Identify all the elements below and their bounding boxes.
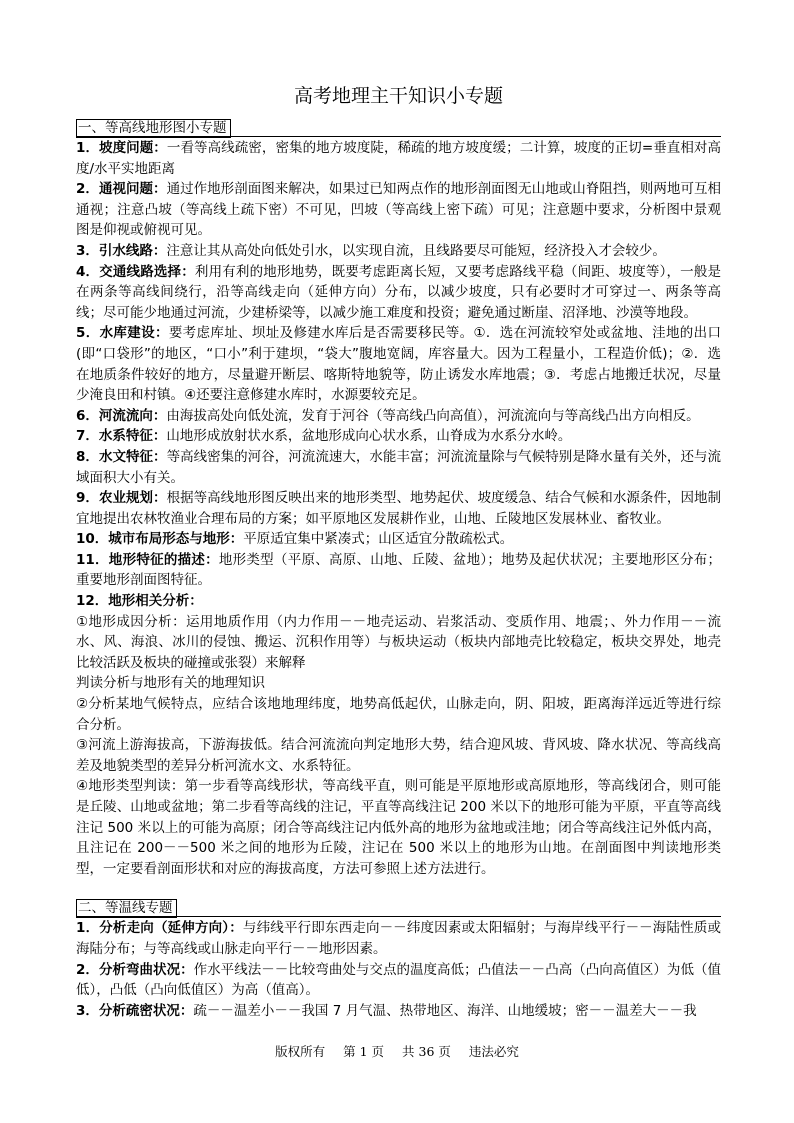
analysis-paragraph: ①地形成因分析：运用地质作用（内力作用－－地壳运动、岩浆活动、变质作用、地震；、外力作用－－流水、风、海浪、冰川的侵蚀、搬运、沉积作用等）与板块运动（板块内部地壳比较稳定，板块交界处，地壳比较活跃及板块的碰撞或张裂）来解释 (76, 613, 721, 671)
analysis-paragraph: ③河流上游海拔高，下游海拔低。结合河流流向判定地形大势，结合迎风坡、背风坡、降水状况、等高线高差及地貌类型的差异分析河流水文、水系特征。 (76, 737, 721, 774)
item (76, 550, 721, 591)
footer-warning: 违法必究 (468, 1044, 519, 1059)
document-page (76, 84, 721, 1021)
analysis-paragraph: ②分析某地气候特点，应结合该地地理纬度，地势高低起伏，山脉走向，阴、阳坡，距离海洋远近等进行综合分析。 (76, 696, 721, 733)
section2-header (76, 897, 721, 917)
item (76, 488, 721, 529)
item (76, 918, 721, 959)
item-label: 8．水文特征： (76, 448, 167, 465)
item-text: 平原适宜集中紧凑式；山区适宜分散疏松式。 (243, 531, 514, 548)
section1-header (76, 117, 721, 137)
item-label: 11．地形特征的描述： (76, 551, 219, 568)
item-text: 疏－－温差小－－我国 7 月气温、热带地区、海洋、山地缓坡；密－－温差大－－我 (193, 1002, 697, 1019)
item-text: 一看等高线疏密，密集的地方坡度陡，稀疏的地方坡度缓；二计算，坡度的正切=垂直相对高度/水平实地距离 (76, 140, 721, 177)
item-label: 5．水库建设： (76, 325, 169, 342)
item-label: 1．分析走向（延伸方向）： (76, 920, 243, 937)
item (76, 323, 721, 405)
section2-body (76, 918, 721, 1021)
page-footer (0, 1042, 794, 1060)
analysis-paragraph: ④地形类型判读：第一步看等高线形状，等高线平直，则可能是平原地形或高原地形，等高线闭合，则可能是丘陵、山地或盆地；第二步看等高线的注记，平直等高线注记 200 米以下的地形可能为平原，平直等高线注记 500 米以上的可能为高原；闭合等高线注记内低外高的地形为盆地或洼地；闭合等高线注记外低内高，且注记在 200－－500 米之间的地形为丘陵，注记在 500 米以上的地形为山地。在剖面图中判读地形类型，一定要看剖面形状和对应的海拔高度，方法可参照上述方法进行。 (76, 778, 721, 877)
item (76, 262, 721, 324)
item-label: 10．城市布局形态与地形： (76, 531, 244, 548)
analysis-paragraph: 判读分析与地形有关的地理知识 (76, 675, 265, 692)
item-text: 由海拔高处向低处流，发育于河谷（等高线凸向高值），河流流向与等高线凸出方向相反。 (166, 407, 700, 424)
item-text: 通过作地形剖面图来解决，如果过已知两点作的地形剖面图无山地或山脊阻挡，则两地可互相通视；注意凸坡（等高线上疏下密）不可见，凹坡（等高线上密下疏）可见；注意题中要求，分析图中景观图是仰视或俯视可见。 (76, 181, 721, 239)
item-label: 3．分析疏密状况： (76, 1002, 194, 1019)
item-label: 2．通视问题： (76, 181, 167, 198)
footer-copyright: 版权所有 (275, 1044, 326, 1059)
item-label: 1．坡度问题： (76, 140, 167, 156)
item-label: 12．地形相关分析： (76, 593, 203, 610)
item (76, 241, 721, 262)
item-text: 作水平线法－－比较弯曲处与交点的温度高低；凸值法－－凸高（凸向高值区）为低（值低），凸低（凸向低值区）为高（值高）。 (76, 961, 721, 999)
item-label: 4．交通线路选择： (76, 263, 195, 280)
item (76, 138, 721, 179)
item-label: 6．河流流向： (76, 407, 167, 424)
item-text: 山地形成放射状水系，盆地形成向心状水系，山脊成为水系分水岭。 (166, 428, 572, 445)
item-label: 9．农业规划： (76, 490, 167, 507)
section2-heading: 二、等温线专题 (76, 899, 177, 918)
section-spacer (76, 879, 721, 897)
item (76, 529, 721, 550)
item (76, 179, 721, 241)
item-text: 地形类型（平原、高原、山地、丘陵、盆地）；地势及起伏状况；主要地形区分布；重要地形剖面图特征。 (76, 551, 721, 589)
item-text: 与纬线平行即东西走向－－纬度因素或太阳辐射；与海岸线平行－－海陆性质或海陆分布；与等高线或山脉走向平行－－地形因素。 (76, 920, 721, 957)
item (76, 591, 721, 612)
item-label: 3．引水线路： (76, 242, 167, 259)
item-text: 等高线密集的河谷，河流流速大，水能丰富；河流流量除与气候特别是降水量有关外，还与流域面积大小有关。 (76, 448, 721, 486)
section1-heading: 一、等高线地形图小专题 (76, 119, 231, 138)
page-title: 高考地理主干知识小专题 (293, 85, 503, 107)
footer-total-pages: 共 36 页 (402, 1044, 451, 1059)
footer-page-number: 第 1 页 (343, 1044, 385, 1059)
item (76, 426, 721, 447)
item (76, 406, 721, 427)
item-text: 要考虑库址、坝址及修建水库后是否需要移民等。①．选在河流较窄处或盆地、洼地的出口(即“口袋形”的地区，“口小”利于建坝，“袋大”腹地宽阔，库容量大。因为工程量小，工程造价低)；②．选在地质条件较好的地方，尽量避开断层、喀斯特地貌等，防止诱发水库地震；③．考虑占地搬迁状况，尽量少淹良田和村镇。④还要注意修建水库时，水源要较充足。 (76, 325, 721, 404)
item (76, 960, 721, 1001)
item-text: 根据等高线地形图反映出来的地形类型、地势起伏、坡度缓急、结合气候和水源条件，因地制宜地提出农林牧渔业合理布局的方案；如平原地区发展耕作业，山地、丘陵地区发展林业、畜牧业。 (76, 490, 721, 527)
item (76, 447, 721, 488)
item (76, 1001, 721, 1022)
item-text: 利用有利的地形地势，既要考虑距离长短，又要考虑路线平稳（间距、坡度等），一般是在两条等高线间绕行，沿等高线走向（延伸方向）分布，以减少坡度，只有必要时才可穿过一、两条等高线；尽可能少地通过河流，少建桥梁等，以减少施工难度和投资；避免通过断崖、沼泽地、沙漠等地段。 (76, 263, 721, 321)
section1-body (76, 138, 721, 879)
item-label: 2．分析弯曲状况： (76, 961, 194, 978)
item-label: 7．水系特征： (76, 428, 167, 445)
item-text: 注意让其从高处向低处引水，以实现自流，且线路要尽可能短，经济投入才会较少。 (166, 242, 666, 259)
